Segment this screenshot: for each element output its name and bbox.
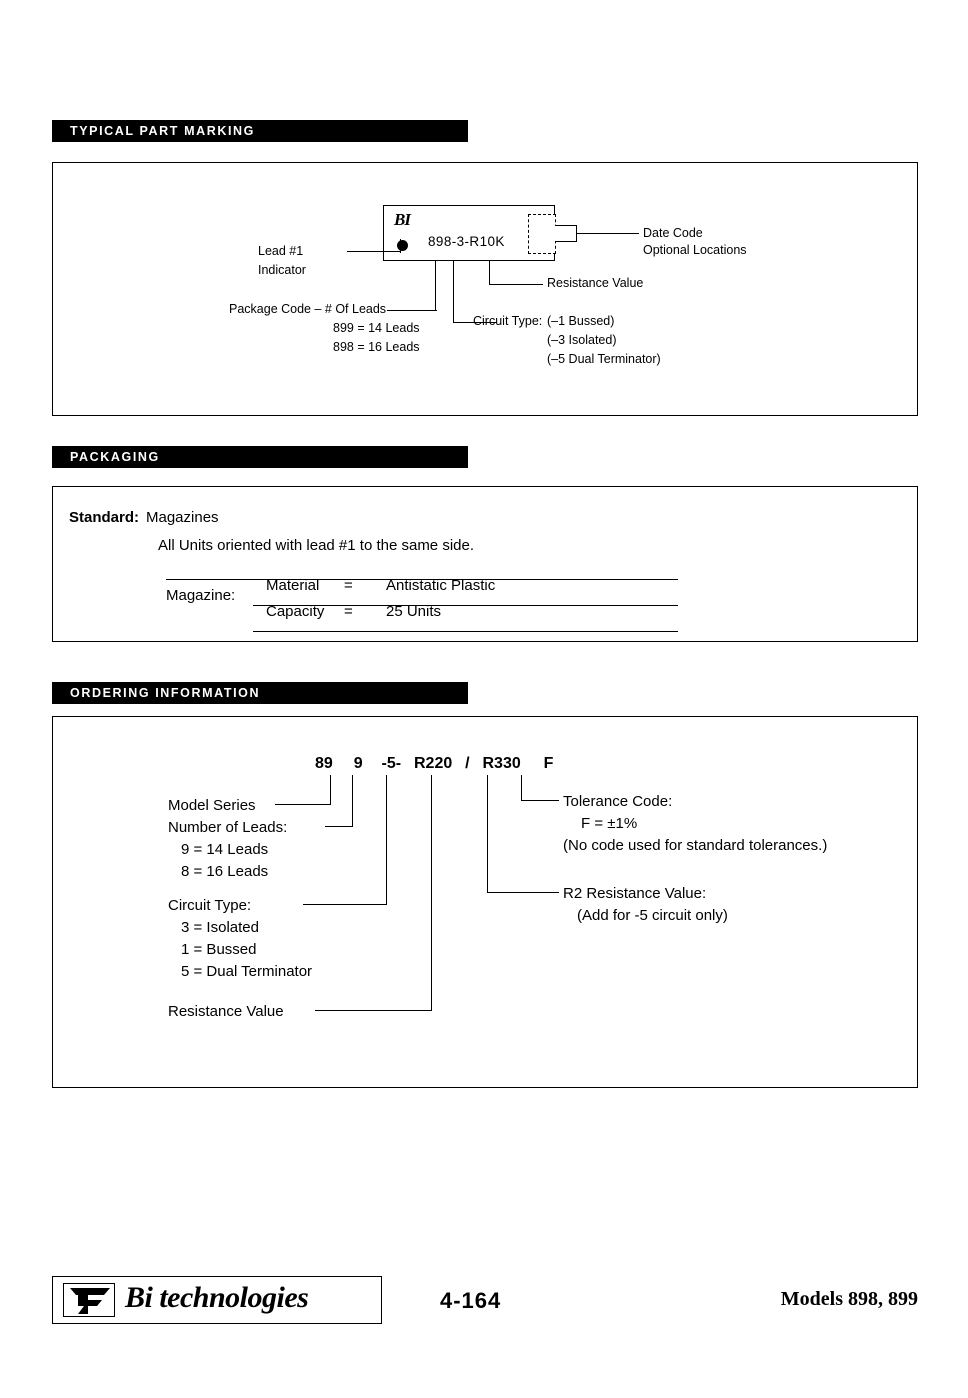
leader-line-model-series-v bbox=[330, 775, 331, 805]
code-tolerance: F bbox=[543, 755, 554, 772]
label-number-of-leads: Number of Leads: bbox=[168, 819, 288, 836]
callout-circuit-type: Circuit Type: bbox=[473, 314, 543, 328]
packaging-standard-label: Standard: bbox=[69, 509, 140, 526]
leader-line-lead1-v bbox=[400, 239, 401, 253]
callout-date-code-sub: Optional Locations bbox=[643, 243, 747, 257]
ordering-code-string bbox=[315, 755, 553, 773]
leader-line-date-code bbox=[577, 233, 639, 234]
leader-line-resistance-value-h bbox=[315, 1010, 432, 1011]
leader-line-leads-v bbox=[352, 775, 353, 827]
label-leads-9: 9 = 14 Leads bbox=[181, 841, 269, 858]
leader-line-leads-h bbox=[325, 826, 353, 827]
callout-date-code: Date Code bbox=[643, 226, 703, 240]
section-header-part-marking bbox=[52, 120, 468, 142]
code-r2: R330 bbox=[482, 755, 521, 772]
label-leads-8: 8 = 16 Leads bbox=[181, 863, 269, 880]
section-title-packaging: PACKAGING bbox=[70, 450, 160, 464]
leader-line-tolerance-v bbox=[521, 775, 522, 801]
magazine-table-rule-bottom bbox=[253, 631, 678, 632]
part-marking-diagram-chip bbox=[383, 205, 555, 261]
magazine-capacity-value: 25 Units bbox=[386, 603, 442, 620]
section-title-part-marking: TYPICAL PART MARKING bbox=[70, 124, 256, 138]
label-resistance-value: Resistance Value bbox=[168, 1003, 284, 1020]
section-title-ordering: ORDERING INFORMATION bbox=[70, 686, 261, 700]
leader-line-package-v bbox=[435, 261, 436, 311]
magazine-material-eq: = bbox=[344, 577, 353, 594]
callout-circuit-5: (–5 Dual Terminator) bbox=[547, 352, 661, 366]
label-r2-note: (Add for -5 circuit only) bbox=[577, 907, 728, 924]
label-tolerance-f: F = ±1% bbox=[581, 815, 638, 832]
leader-line-circuit-type-h bbox=[303, 904, 387, 905]
label-circuit-5: 5 = Dual Terminator bbox=[181, 963, 313, 980]
callout-package-898: 898 = 16 Leads bbox=[333, 340, 420, 354]
label-r2-resistance-value: R2 Resistance Value: bbox=[563, 885, 707, 902]
table-row bbox=[266, 603, 676, 629]
leader-line-model-series-h bbox=[275, 804, 331, 805]
label-circuit-type: Circuit Type: bbox=[168, 897, 252, 914]
panel-ordering-information bbox=[52, 716, 918, 1088]
chip-brand-logo: BI bbox=[394, 210, 410, 229]
code-circuit: -5- bbox=[381, 755, 402, 772]
label-tolerance-code: Tolerance Code: bbox=[563, 793, 673, 810]
leader-line-r2-v bbox=[487, 775, 488, 893]
code-leads: 9 bbox=[353, 755, 363, 772]
company-logo-text: Bi technologies bbox=[125, 1281, 309, 1314]
callout-lead1-sub: Indicator bbox=[258, 263, 306, 277]
chip-lead-tab-icon bbox=[555, 225, 577, 242]
packaging-note: All Units oriented with lead #1 to the same side. bbox=[158, 537, 475, 554]
magazine-label: Magazine: bbox=[166, 587, 236, 604]
packaging-standard-value: Magazines bbox=[146, 509, 219, 526]
callout-circuit-1: (–1 Bussed) bbox=[547, 314, 615, 328]
leader-line-resistance-v bbox=[489, 261, 490, 285]
leader-line-circuit-v bbox=[453, 261, 454, 323]
callout-circuit-3: (–3 Isolated) bbox=[547, 333, 617, 347]
leader-line-r2-h bbox=[487, 892, 559, 893]
leader-line-resistance-value-v bbox=[431, 775, 432, 1011]
magazine-material-value: Antistatic Plastic bbox=[386, 577, 496, 594]
leader-line-package-h bbox=[387, 310, 437, 311]
models-label: Models 898, 899 bbox=[780, 1288, 918, 1310]
leader-line-resistance-h bbox=[489, 284, 543, 285]
table-row bbox=[266, 577, 676, 603]
callout-resistance-value: Resistance Value bbox=[547, 276, 644, 290]
code-model-series: 89 bbox=[315, 755, 333, 772]
section-header-packaging bbox=[52, 446, 468, 468]
magazine-capacity-eq: = bbox=[344, 603, 353, 620]
panel-part-marking bbox=[52, 162, 918, 416]
callout-lead1: Lead #1 bbox=[258, 244, 304, 258]
label-tolerance-note: (No code used for standard tolerances.) bbox=[563, 837, 828, 854]
label-circuit-3: 3 = Isolated bbox=[181, 919, 259, 936]
label-model-series: Model Series bbox=[168, 797, 256, 814]
leader-line-tolerance-h bbox=[521, 800, 559, 801]
magazine-capacity-key: Capacity bbox=[266, 603, 325, 620]
chip-marking-code: 898-3-R10K bbox=[428, 234, 505, 249]
date-code-location-box-icon bbox=[528, 214, 556, 254]
bi-technologies-mark-icon bbox=[63, 1283, 115, 1317]
leader-line-circuit-type-v bbox=[386, 775, 387, 905]
label-circuit-1: 1 = Bussed bbox=[181, 941, 257, 958]
magazine-material-key: Material bbox=[266, 577, 320, 594]
callout-package-code: Package Code – # Of Leads bbox=[229, 302, 387, 316]
section-header-ordering bbox=[52, 682, 468, 704]
magazine-table bbox=[266, 577, 676, 629]
page-number: 4-164 bbox=[440, 1288, 502, 1313]
company-logo-box bbox=[52, 1276, 382, 1324]
code-slash: / bbox=[465, 755, 470, 772]
panel-packaging bbox=[52, 486, 918, 642]
code-r1: R220 bbox=[413, 755, 453, 772]
leader-line-lead1-h bbox=[347, 251, 401, 252]
lead-1-dot-icon bbox=[397, 240, 408, 251]
callout-package-899: 899 = 14 Leads bbox=[333, 321, 420, 335]
